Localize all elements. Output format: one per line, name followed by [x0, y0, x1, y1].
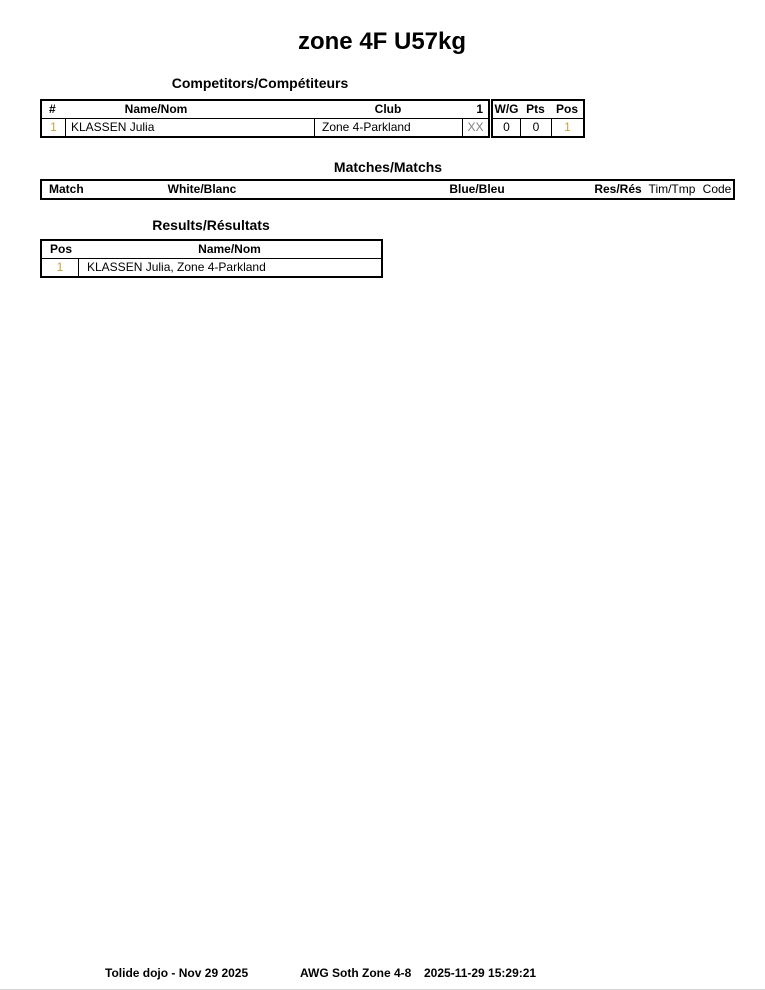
- competitor-match1-cell: XX: [462, 119, 488, 136]
- competitors-col-pts: Pts: [526, 102, 545, 116]
- matches-col-match: Match: [49, 182, 84, 196]
- competitor-row: [42, 118, 488, 136]
- competitors-header-row: [42, 101, 488, 118]
- matches-col-blue: Blue/Bleu: [449, 182, 505, 196]
- page-title: zone 4F U57kg: [297, 28, 467, 55]
- competitor-pts-value: 0: [520, 119, 551, 136]
- results-table: [40, 239, 383, 278]
- competitors-col-name: Name/Nom: [124, 102, 188, 116]
- competitor-number: 1: [50, 120, 57, 134]
- competitors-col-club: Club: [374, 102, 402, 116]
- competitors-col-wg: W/G: [494, 102, 519, 116]
- matches-col-white: White/Blanc: [167, 182, 237, 196]
- competitors-col-match1: 1: [476, 102, 483, 116]
- competitor-name: KLASSEN Julia: [65, 119, 314, 136]
- matches-col-time: Tim/Tmp: [648, 182, 696, 196]
- competitors-heading: Competitors/Compétiteurs: [171, 75, 349, 91]
- competitors-table: [40, 99, 490, 138]
- competitors-col-number: #: [49, 102, 56, 116]
- matches-col-code: Code: [702, 182, 732, 196]
- results-col-name: Name/Nom: [198, 242, 261, 256]
- results-header-row: [42, 241, 381, 258]
- competitor-club: Zone 4-Parkland: [314, 119, 462, 136]
- matches-heading: Matches/Matchs: [333, 159, 443, 175]
- competitors-col-pos: Pos: [555, 102, 578, 116]
- competitor-wg-value: 0: [503, 120, 510, 134]
- matches-col-result: Res/Rés: [594, 182, 642, 196]
- result-position: 1: [56, 260, 64, 274]
- matches-header-row: [42, 181, 733, 198]
- matches-table: [40, 179, 735, 200]
- competitor-score-row: [493, 118, 583, 136]
- result-row: [42, 258, 381, 276]
- footer-venue-date: Tolide dojo - Nov 29 2025: [105, 966, 249, 980]
- competitors-score-table: [491, 99, 585, 138]
- footer-timestamp: 2025-11-29 15:29:21: [424, 966, 537, 980]
- footer-event-name: AWG Soth Zone 4-8: [300, 966, 412, 980]
- results-col-pos: Pos: [50, 242, 73, 256]
- competitor-pos-value: 1: [551, 119, 583, 136]
- competitors-score-header-row: [493, 101, 583, 118]
- result-name: KLASSEN Julia, Zone 4-Parkland: [78, 259, 381, 276]
- results-heading: Results/Résultats: [152, 217, 270, 233]
